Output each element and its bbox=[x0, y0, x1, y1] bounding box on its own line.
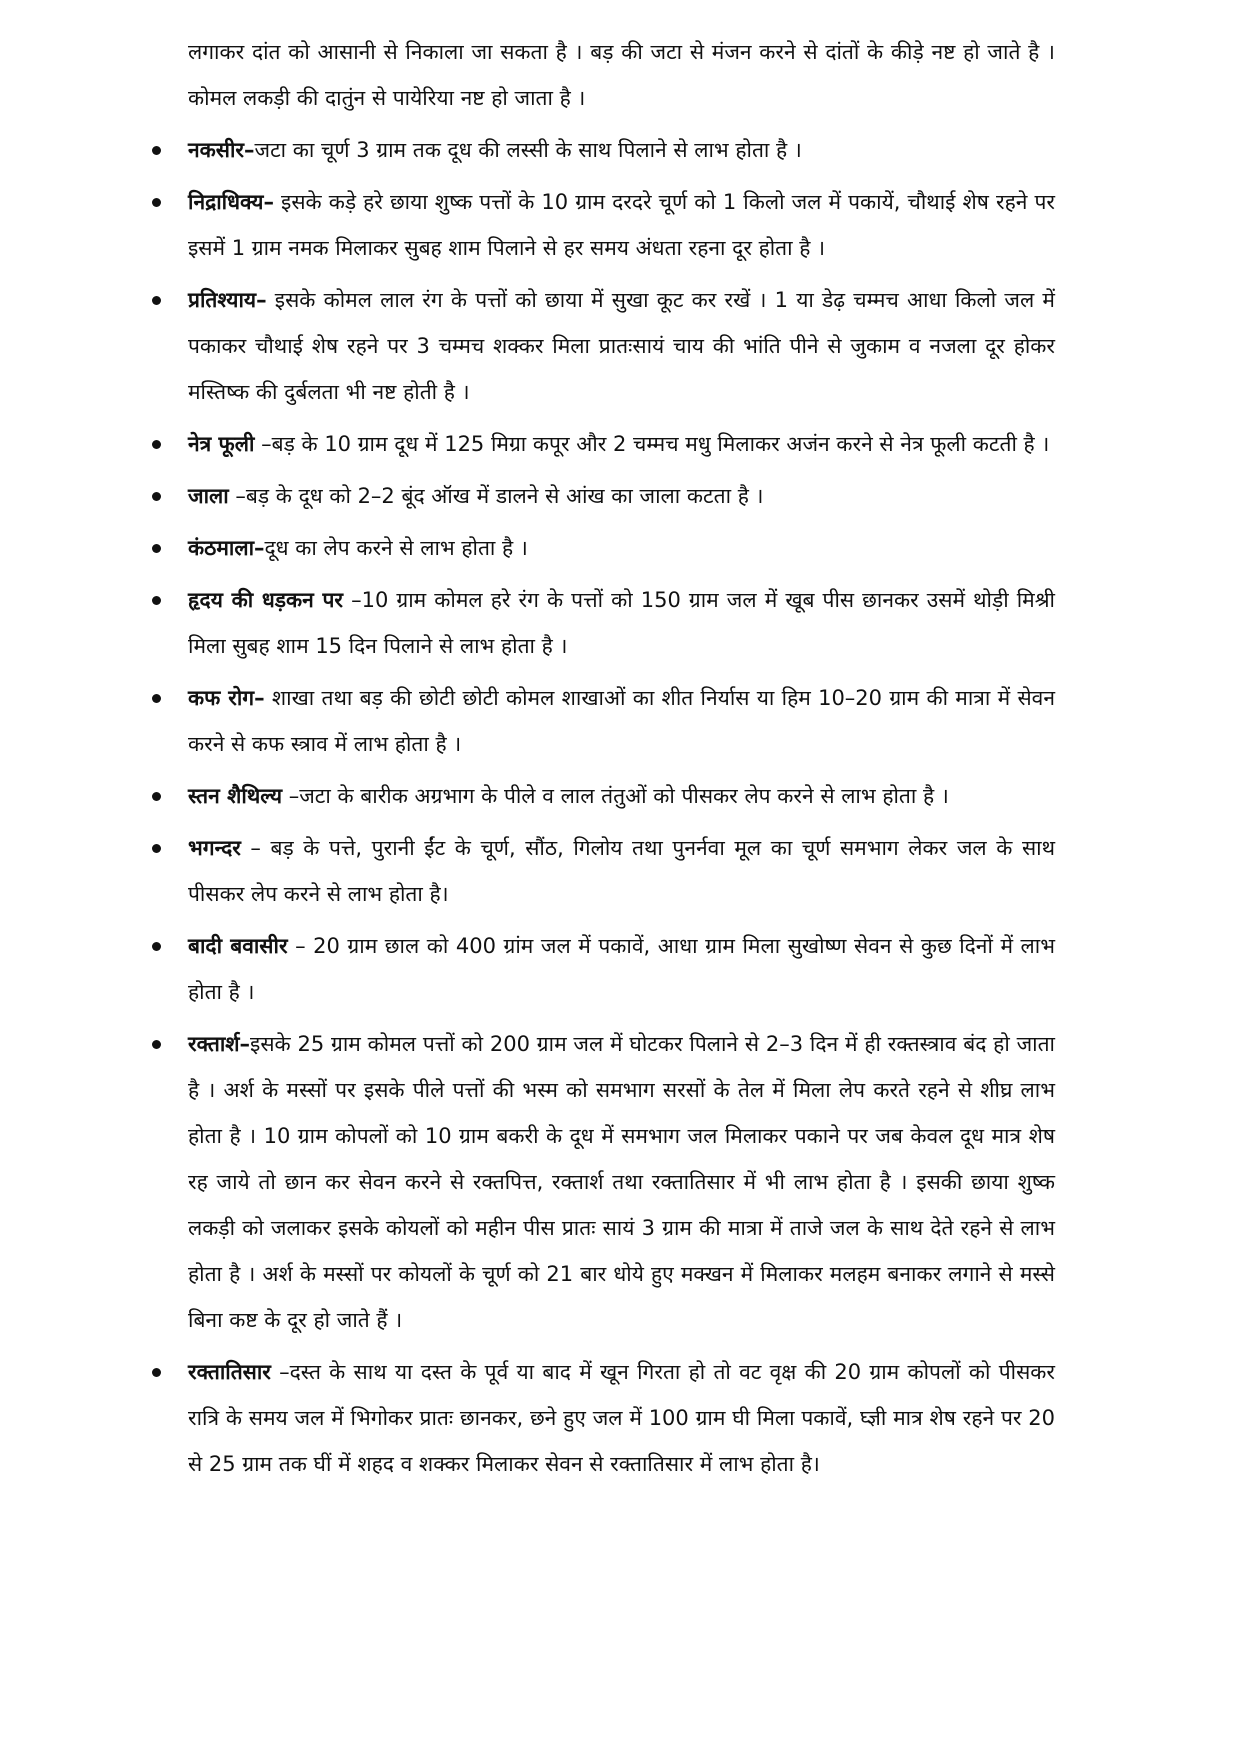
remedy-list bbox=[188, 127, 1055, 1487]
item-label: हृदय की धड़कन पर bbox=[188, 588, 344, 612]
item-text: –बड़ के 10 ग्राम दूध में 125 मिग्रा कपूर और 2 चम्मच मधु मिलाकर अजंन करने से नेत्र फूली कटती है । bbox=[254, 432, 1050, 456]
bullet-icon bbox=[150, 179, 162, 225]
item-label: जाला bbox=[188, 484, 229, 508]
item-label: नेत्र फूली bbox=[188, 432, 255, 456]
item-text: जटा का चूर्ण 3 ग्राम तक दूध की लस्सी के साथ पिलाने से लाभ होता है । bbox=[254, 138, 802, 162]
bullet-icon bbox=[150, 277, 162, 323]
list-item bbox=[188, 1349, 1055, 1487]
bullet-icon bbox=[150, 1349, 162, 1395]
item-label: स्तन शैथिल्य bbox=[188, 784, 283, 808]
item-text: – 20 ग्राम छाल को 400 ग्रांम जल में पकावें, आधा ग्राम मिला सुखोष्ण सेवन से कुछ दिनों में लाभ होता है । bbox=[188, 934, 1055, 1004]
bullet-icon bbox=[150, 127, 162, 173]
list-item bbox=[188, 1021, 1055, 1343]
intro-paragraph: लगाकर दांत को आसानी से निकाला जा सकता है । बड़ की जटा से मंजन करने से दांतों के कीड़े नष्ट हो जाते है । कोमल लकड़ी की दातुंन से पायेरिया नष्ट हो जाता है । bbox=[188, 40, 1055, 110]
item-label: कंठमाला– bbox=[188, 536, 265, 560]
item-text: –जटा के बारीक अग्रभाग के पीले व लाल तंतुओं को पीसकर लेप करने से लाभ होता है । bbox=[282, 784, 949, 808]
bullet-icon bbox=[150, 923, 162, 969]
bullet-icon bbox=[150, 1021, 162, 1067]
item-label: भगन्दर bbox=[188, 836, 241, 860]
item-text: – बड़ के पत्ते, पुरानी ईंट के चूर्ण, सौंठ, गिलोय तथा पुनर्नवा मूल का चूर्ण समभाग लेकर जल के साथ पीसकर लेप करने से लाभ होता है। bbox=[188, 836, 1055, 906]
bullet-icon bbox=[150, 577, 162, 623]
item-text: इसके कोमल लाल रंग के पत्तों को छाया में सुखा कूट कर रखें । 1 या डेढ़ चम्मच आधा किलो जल में पकाकर चौथाई शेष रहने पर 3 चम्मच शक्कर मिला प्रातःसायं चाय की भांति पीने से जुकाम व नजला दूर होकर मस्तिष्क की दुर्बलता भी नष्ट होती है । bbox=[188, 288, 1055, 404]
bullet-icon bbox=[150, 473, 162, 519]
list-item bbox=[188, 127, 1055, 173]
item-text: इसके कड़े हरे छाया शुष्क पत्तों के 10 ग्राम दरदरे चूर्ण को 1 किलो जल में पकायें, चौथाई शेष रहने पर इसमें 1 ग्राम नमक मिलाकर सुबह शाम पिलाने से हर समय अंधता रहना दूर होता है । bbox=[188, 190, 1055, 260]
item-label: कफ रोग– bbox=[188, 686, 265, 710]
bullet-icon bbox=[150, 421, 162, 467]
bullet-icon bbox=[150, 525, 162, 571]
list-item bbox=[188, 525, 1055, 571]
item-label: रक्तातिसार bbox=[188, 1360, 271, 1384]
list-item bbox=[188, 277, 1055, 415]
item-label: बादी बवासीर bbox=[188, 934, 288, 958]
list-item bbox=[188, 675, 1055, 767]
list-item bbox=[188, 825, 1055, 917]
item-text: –10 ग्राम कोमल हरे रंग के पत्तों को 150 ग्राम जल में खूब पीस छानकर उसमें थोड़ी मिश्री मिला सुबह शाम 15 दिन पिलाने से लाभ होता है । bbox=[188, 588, 1056, 658]
list-item bbox=[188, 473, 1055, 519]
item-text: शाखा तथा बड़ की छोटी छोटी कोमल शाखाओं का शीत निर्यास या हिम 10–20 ग्राम की मात्रा में सेवन करने से कफ स्त्राव में लाभ होता है । bbox=[188, 686, 1055, 756]
item-text: दूध का लेप करने से लाभ होता है । bbox=[264, 536, 528, 560]
bullet-icon bbox=[150, 773, 162, 819]
item-label: प्रतिश्याय– bbox=[188, 288, 267, 312]
bullet-icon bbox=[150, 675, 162, 721]
list-item bbox=[188, 179, 1055, 271]
list-item bbox=[188, 923, 1055, 1015]
item-label: नकसीर– bbox=[188, 138, 255, 162]
list-item bbox=[188, 421, 1055, 467]
item-text: इसके 25 ग्राम कोमल पत्तों को 200 ग्राम जल में घोटकर पिलाने से 2–3 दिन में ही रक्तस्त्राव बंद हो जाता है । अर्श के मस्सों पर इसके पीले पत्तों की भस्म को समभाग सरसों के तेल में मिला लेप करते रहने से शीघ्र लाभ होता है । 10 ग्राम कोपलों को 10 ग्राम बकरी के दूध में समभाग जल मिलाकर पकाने पर जब केवल दूध मात्र शेष रह जाये तो छान कर सेवन करने से रक्तपित्त, रक्तार्श तथा रक्तातिसार में भी लाभ होता है । इसकी छाया शुष्क लकड़ी को जलाकर इसके कोयलों को महीन पीस प्रातः सायं 3 ग्राम की मात्रा में ताजे जल के साथ देते रहने से लाभ होता है । अर्श के मस्सों पर कोयलों के चूर्ण को 21 बार धोये हुए मक्खन में मिलाकर मलहम बनाकर लगाने से मस्से बिना कष्ट के दूर हो जाते हैं । bbox=[188, 1032, 1055, 1332]
list-item bbox=[188, 773, 1055, 819]
item-text: –बड़ के दूध को 2–2 बूंद ऑख में डालने से आंख का जाला कटता है । bbox=[228, 484, 764, 508]
bullet-icon bbox=[150, 825, 162, 871]
item-text: –दस्त के साथ या दस्त के पूर्व या बाद में खून गिरता हो तो वट वृक्ष की 20 ग्राम कोपलों को पीसकर रात्रि के समय जल में भिगोकर प्रातः छानकर, छने हुए जल में 100 ग्राम घी मिला पकावें, घ्ज्ञी मात्र शेष रहने पर 20 से 25 ग्राम तक घीं में शहद व शक्कर मिलाकर सेवन से रक्तातिसार में लाभ होता है। bbox=[188, 1360, 1055, 1476]
item-label: रक्तार्श– bbox=[188, 1032, 251, 1056]
list-item bbox=[188, 577, 1055, 669]
page-content bbox=[188, 29, 1055, 1487]
item-label: निद्राधिक्य– bbox=[188, 190, 274, 214]
